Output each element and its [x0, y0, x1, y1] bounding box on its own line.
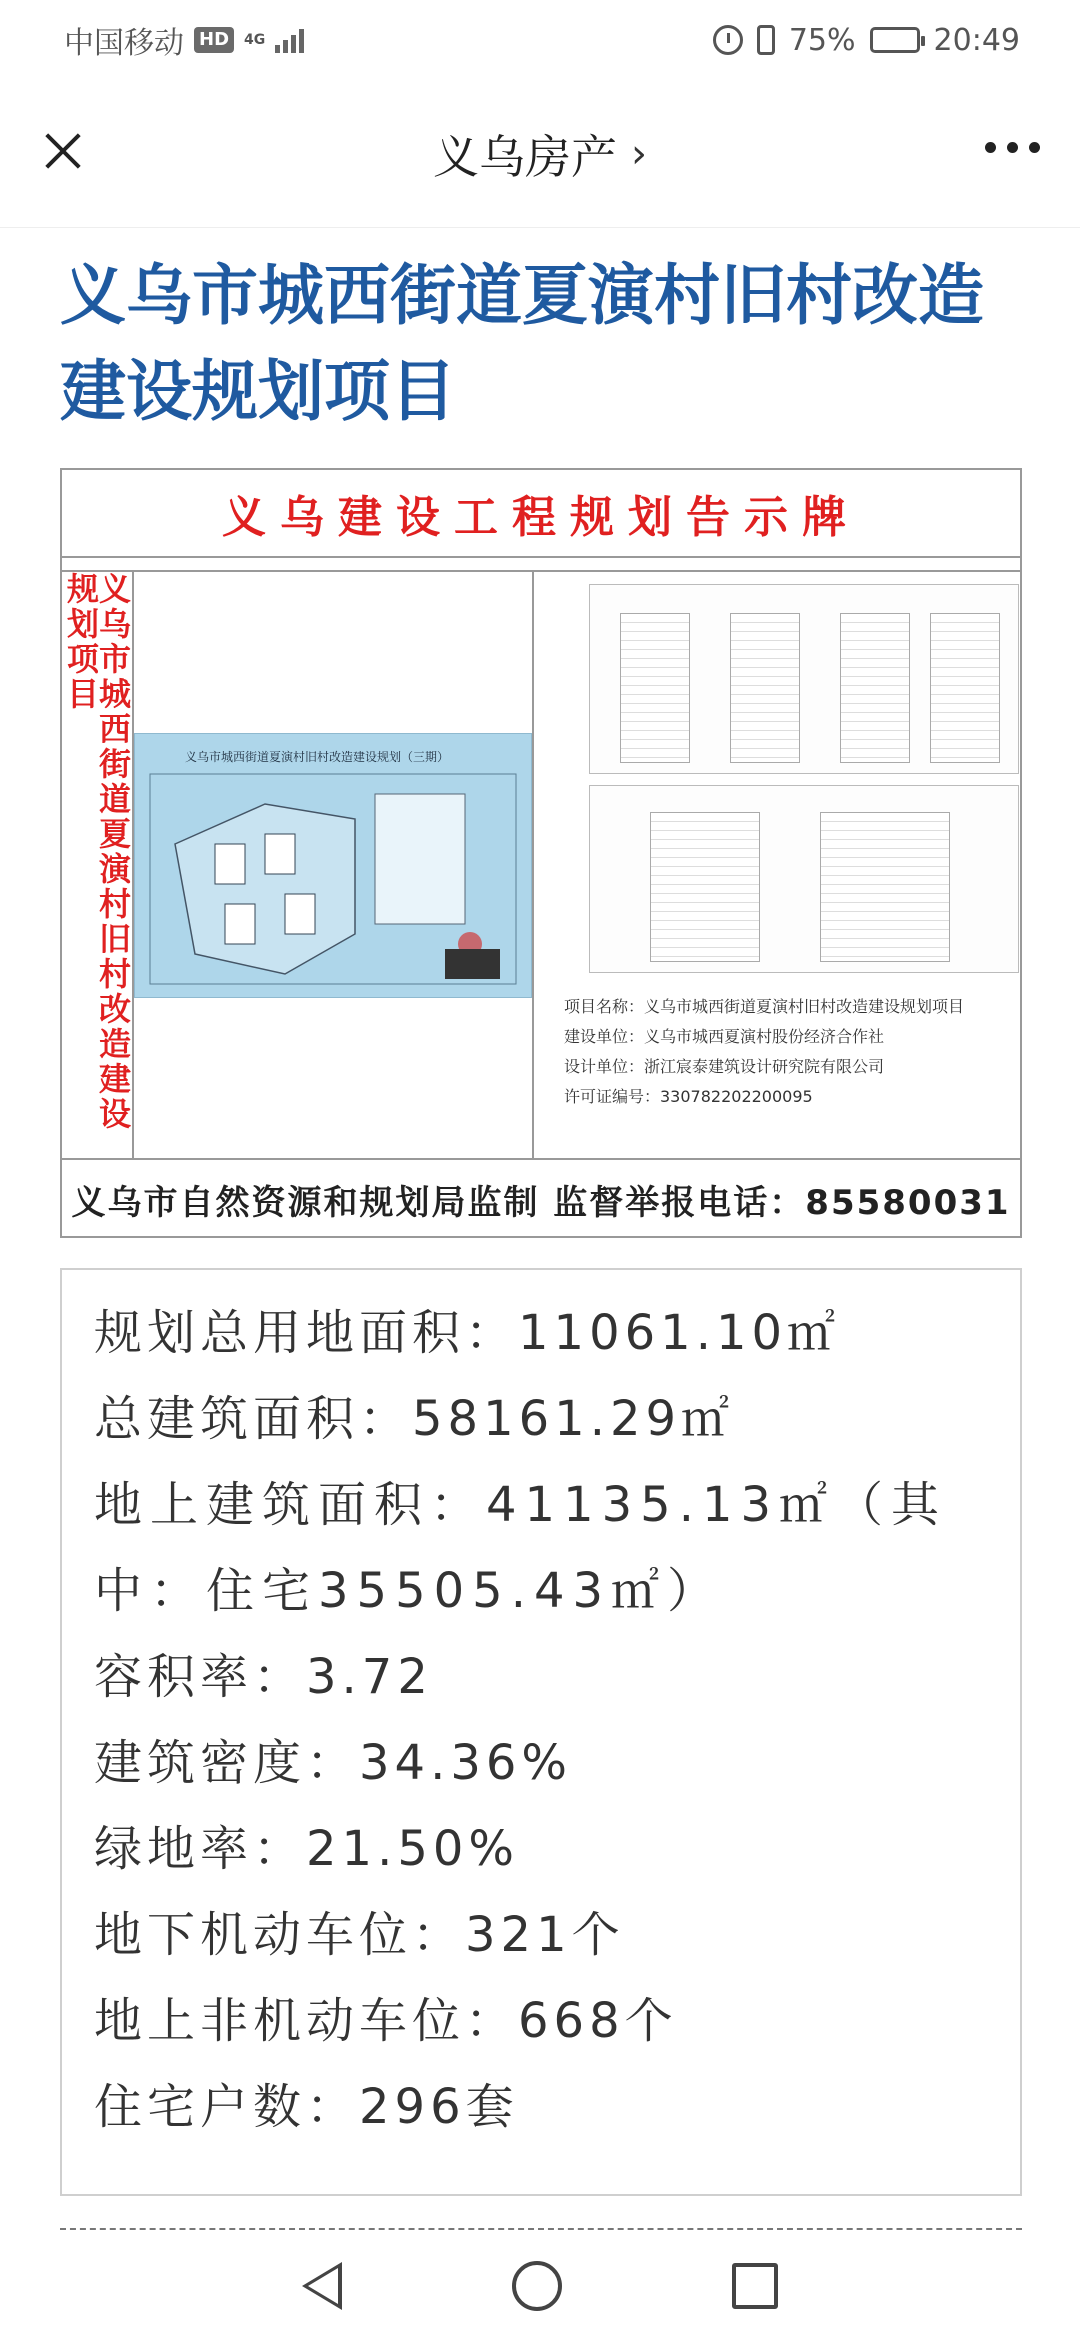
site-plan-drawing	[134, 733, 532, 998]
elevation-drawing-top	[589, 584, 1019, 774]
data-line: 容积率：3.72	[94, 1649, 433, 1705]
board-header: 义乌建设工程规划告示牌	[62, 470, 1020, 558]
status-right	[713, 23, 1020, 58]
battery-icon	[870, 27, 920, 53]
data-line: 规划总用地面积：11061.10㎡	[94, 1305, 841, 1361]
status-left	[64, 18, 304, 62]
back-icon[interactable]	[302, 2262, 342, 2310]
divider	[60, 2228, 1022, 2230]
project-info-line: 建设单位：义乌市城西夏演村股份经济合作社	[564, 1027, 885, 1046]
system-nav-bar	[0, 2232, 1080, 2340]
board-vertical-title	[62, 572, 134, 1158]
plan-caption: 义乌市城西街道夏演村旧村改造建设规划（三期）	[185, 749, 450, 764]
recent-apps-icon[interactable]	[732, 2263, 778, 2309]
site-plan-graphic	[135, 734, 531, 997]
signal-icon	[275, 27, 304, 53]
data-line: 地上建筑面积：41135.13㎡（其中：住宅35505.43㎡）	[94, 1477, 948, 1619]
data-line: 建筑密度：34.36%	[94, 1735, 573, 1791]
project-data-box	[60, 1268, 1022, 2196]
project-info-line: 设计单位：浙江宸泰建筑设计研究院有限公司	[564, 1057, 885, 1076]
carrier-name: 中国移动	[64, 26, 184, 61]
status-bar	[0, 0, 1080, 80]
site-plan	[134, 572, 534, 1158]
data-line: 住宅户数：296套	[94, 2079, 519, 2135]
data-line: 绿地率：21.50%	[94, 1821, 520, 1877]
chevron-right-icon: ›	[631, 130, 647, 177]
elevation-panel	[534, 572, 1020, 1158]
home-icon[interactable]	[512, 2261, 562, 2311]
vertical-title-text: 义乌市城西街道夏演村旧村改造建设规划项目	[62, 572, 132, 1132]
nav-bar	[0, 80, 1080, 228]
vibrate-icon	[757, 25, 775, 55]
account-title-link[interactable]	[433, 121, 647, 187]
project-info-line: 项目名称：义乌市城西街道夏演村旧村改造建设规划项目	[564, 997, 965, 1016]
elevation-drawing-bottom	[589, 785, 1019, 973]
notice-board-image[interactable]	[60, 468, 1022, 1238]
hd-badge: HD	[194, 27, 234, 53]
battery-percent: 75%	[788, 22, 856, 58]
clock: 20:49	[933, 22, 1020, 58]
project-info-line: 许可证编号：330782202200095	[564, 1087, 813, 1106]
article-title: 义乌市城西街道夏演村旧村改造建设规划项目	[60, 257, 984, 430]
project-info	[564, 992, 964, 1112]
data-line: 地上非机动车位：668个	[94, 1993, 678, 2049]
more-options-button[interactable]	[985, 142, 1040, 153]
board-body	[62, 570, 1020, 1160]
data-line: 地下机动车位：321个	[94, 1907, 625, 1963]
alarm-icon	[713, 25, 743, 55]
network-type: 4G	[244, 32, 266, 48]
data-line: 总建筑面积：58161.29㎡	[94, 1391, 735, 1447]
account-title: 义乌房产	[433, 129, 617, 184]
board-footer: 义乌市自然资源和规划局监制 监督举报电话：85580031	[71, 1182, 1011, 1223]
close-icon[interactable]	[38, 126, 88, 176]
